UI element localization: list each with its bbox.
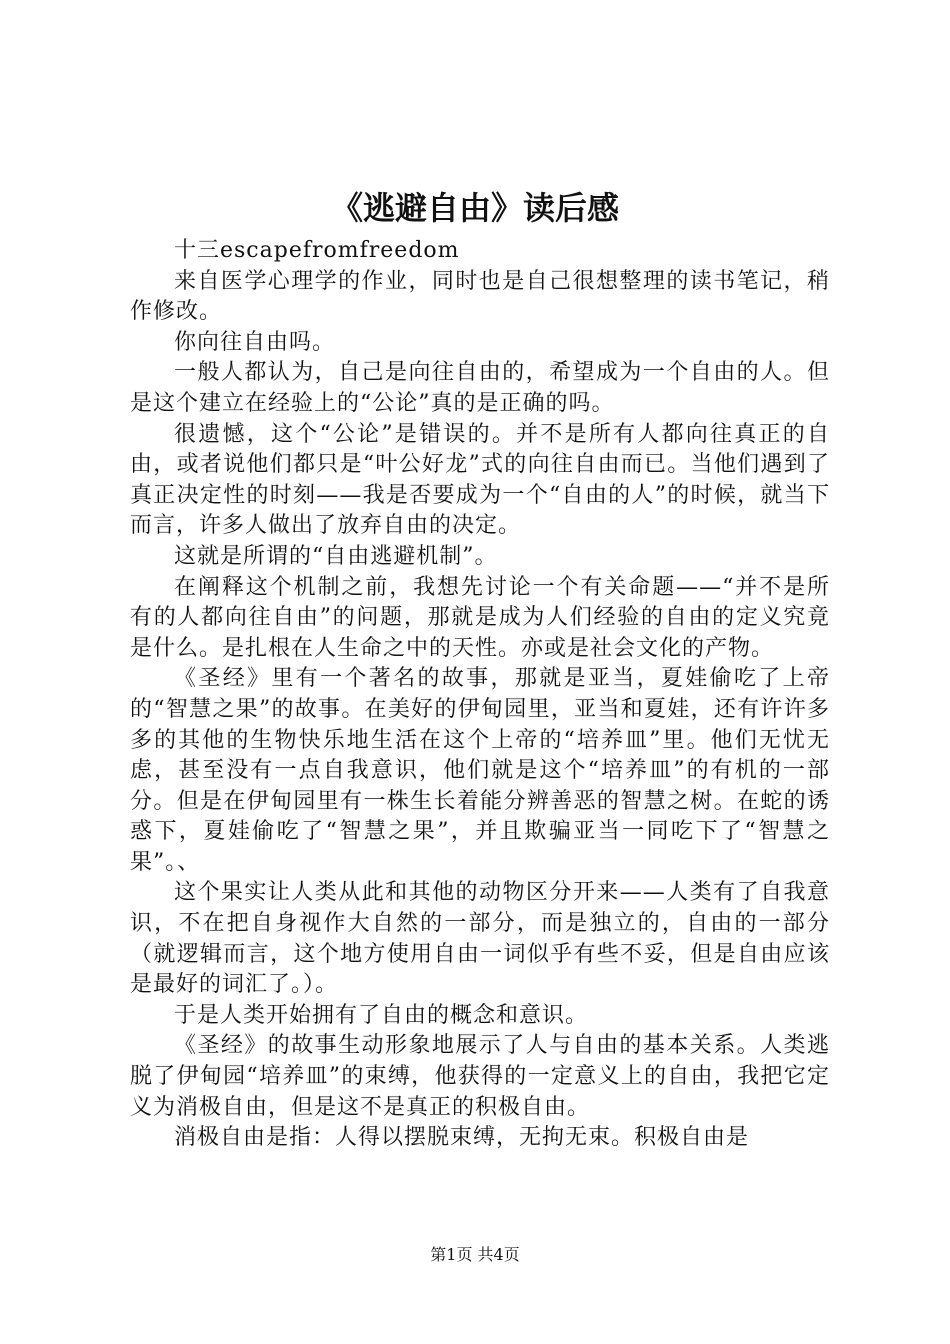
paragraph: 很遗憾，这个“公论”是错误的。并不是所有人都向往真正的自由，或者说他们都只是“叶公好龙”式的向往自由而已。当他们遇到了真正决定性的时刻——我是否要成为一个“自由的人”的时候，就当下而言，许多人做出了放弃自由的决定。: [130, 421, 830, 539]
paragraph: 在阐释这个机制之前，我想先讨论一个有关命题——“并不是所有的人都向往自由”的问题，那就是成为人们经验的自由的定义究竟是什么。是扎根在人生命之中的天性。亦或是社会文化的产物。: [130, 574, 830, 661]
document-body: [130, 236, 830, 1154]
paragraph: 于是人类开始拥有了自由的概念和意识。: [174, 1002, 589, 1028]
paragraph: 十三escapefromfreedom: [174, 238, 460, 263]
paragraph: 这个果实让人类从此和其他的动物区分开来——人类有了自我意识，不在把自身视作大自然的一部分，而是独立的，自由的一部分（就逻辑而言，这个地方使用自由一词似乎有些不妥，但是自由应该是最好的词汇了。）。: [130, 880, 830, 998]
document-title: 《逃避自由》读后感: [330, 189, 619, 227]
paragraph: 《圣经》的故事生动形象地展示了人与自由的基本关系。人类逃脱了伊甸园“培养皿”的束缚，他获得的一定意义上的自由，我把它定义为消极自由，但是这不是真正的积极自由。: [130, 1033, 830, 1120]
paragraph: 这就是所谓的“自由逃避机制”。: [174, 543, 498, 569]
paragraph: 你向往自由吗。: [174, 329, 336, 355]
paragraph: 来自医学心理学的作业，同时也是自己很想整理的读书笔记，稍作修改。: [130, 268, 830, 325]
paragraph: 《圣经》里有一个著名的故事，那就是亚当，夏娃偷吃了上帝的“智慧之果”的故事。在美好的伊甸园里，亚当和夏娃，还有许许多多的其他的生物快乐地生活在这个上帝的“培养皿”里。他们无忧无虑，甚至没有一点自我意识，他们就是这个“培养皿”的有机的一部分。但是在伊甸园里有一株生长着能分辨善恶的智慧之树。在蛇的诱惑下，夏娃偷吃了“智慧之果”，并且欺骗亚当一同吃下了“智慧之果”。、: [130, 666, 830, 875]
paragraph: 一般人都认为，自己是向往自由的，希望成为一个自由的人。但是这个建立在经验上的“公论”真的是正确的吗。: [130, 360, 830, 416]
page-footer: 第1页 共4页: [430, 1245, 520, 1264]
paragraph: 消极自由是指：人得以摆脱束缚，无拘无束。积极自由是: [174, 1125, 750, 1151]
